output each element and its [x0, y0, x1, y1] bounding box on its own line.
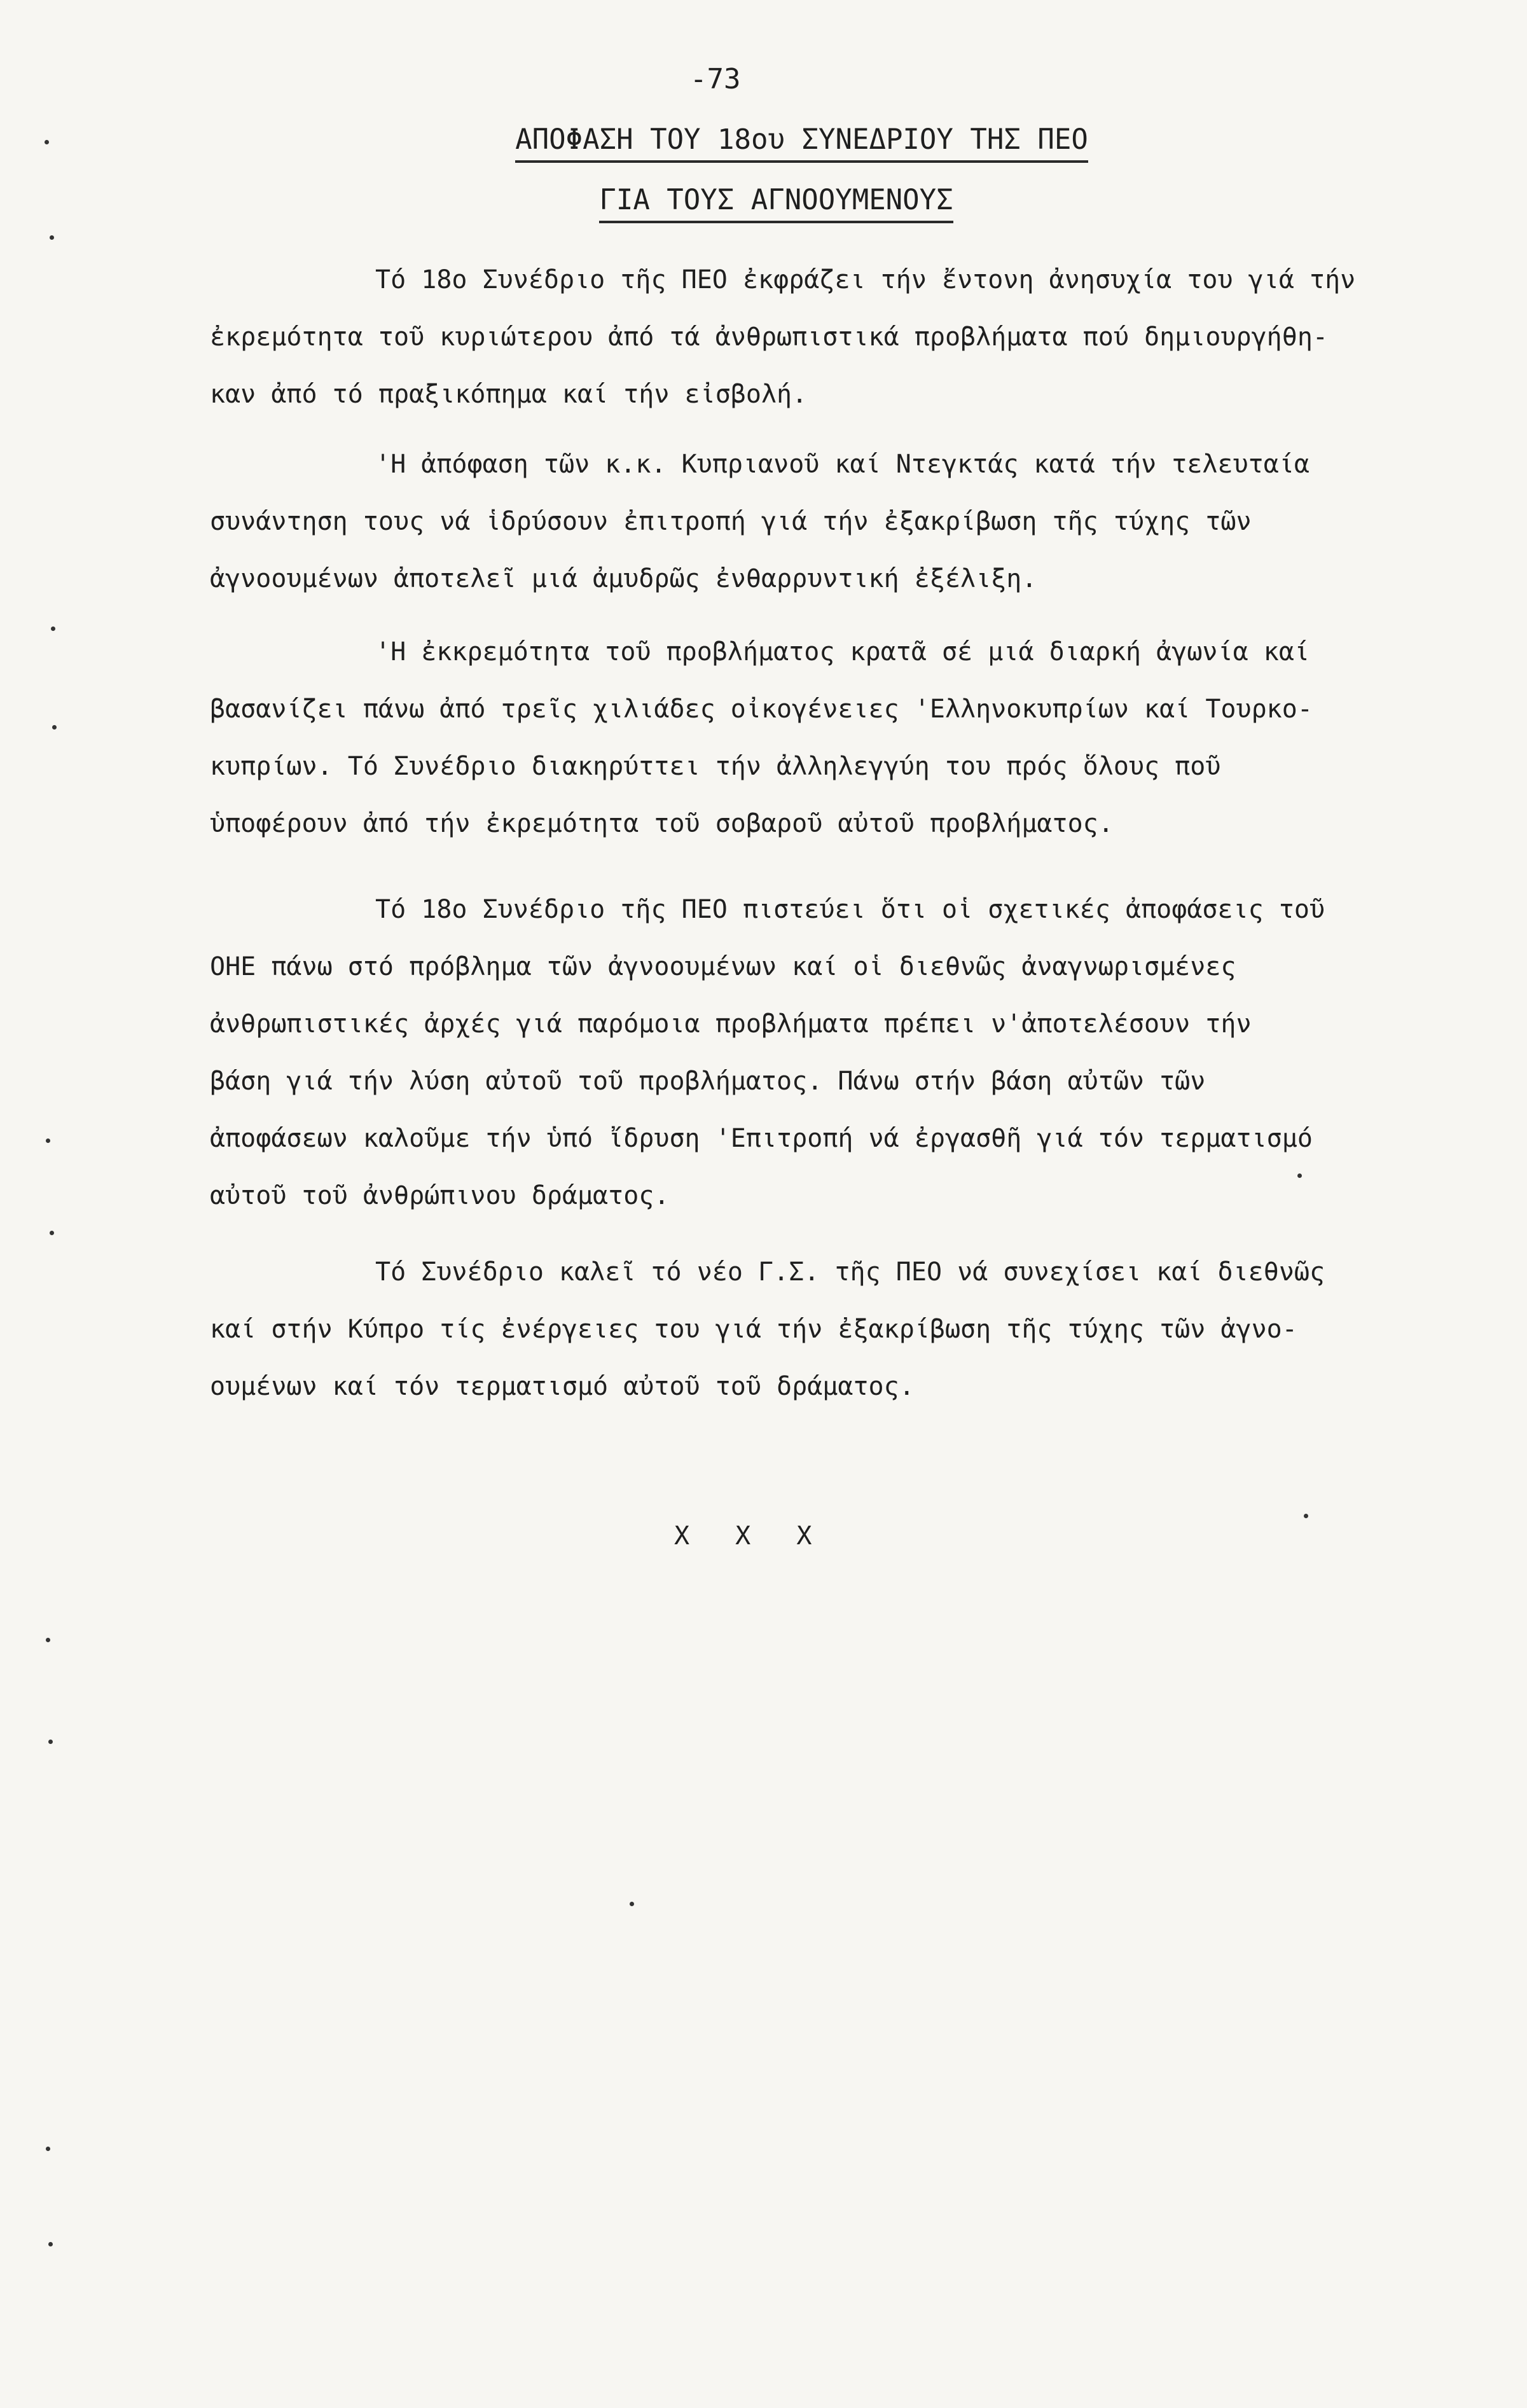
paragraph-line: αὐτοῦ τοῦ ἀνθρώπινου δράματος.	[210, 1181, 670, 1210]
paragraph-4	[210, 881, 1386, 1224]
paragraph-line: ἀνθρωπιστικές ἀρχές γιά παρόμοια προβλήματα πρέπει ν'ἀποτελέσουν τήν	[210, 1009, 1252, 1039]
scan-speck	[48, 2242, 53, 2246]
paragraph-line: Τό 18ο Συνέδριο τῆς ΠΕΟ ἐκφράζει τήν ἔντονη ἀνησυχία του γιά τήν	[375, 265, 1356, 294]
paragraph-line: ἀγνοουμένων ἀποτελεῖ μιά ἀμυδρῶς ἐνθαρρυντική ἐξέλιξη.	[210, 564, 1037, 593]
title-line-1-text: ΑΠΟΦΑΣΗ ΤΟΥ 18ου ΣΥΝΕΔΡΙΟΥ ΤΗΣ ΠΕΟ	[515, 121, 1088, 163]
scan-speck	[1297, 1173, 1302, 1178]
title-line-1	[0, 121, 1527, 163]
scan-speck	[50, 235, 54, 240]
paragraph-line: καί στήν Κύπρο τίς ἐνέργειες του γιά τήν ἐξακρίβωση τῆς τύχης τῶν ἀγνο-	[210, 1315, 1297, 1344]
paragraph-line: ουμένων καί τόν τερματισμό αὐτοῦ τοῦ δράματος.	[210, 1372, 915, 1401]
paragraph-1	[210, 251, 1386, 423]
scan-speck	[51, 626, 55, 631]
paragraph-line: ὑποφέρουν ἀπό τήν ἐκρεμότητα τοῦ σοβαροῦ αὐτοῦ προβλήματος.	[210, 809, 1114, 838]
end-mark: X X X	[674, 1521, 827, 1551]
paragraph-line: καν ἀπό τό πραξικόπημα καί τήν εἰσβολή.	[210, 380, 808, 409]
paragraph-5	[210, 1243, 1386, 1415]
scan-speck	[50, 1231, 54, 1235]
paragraph-2	[210, 436, 1386, 607]
paragraph-line: 'Η ἐκκρεμότητα τοῦ προβλήματος κρατᾶ σέ μιά διαρκή ἀγωνία καί	[375, 637, 1310, 667]
page-number: -73	[690, 63, 741, 95]
paragraph-line: ἀποφάσεων καλοῦμε τήν ὑπό ἴδρυση 'Επιτροπή νά ἐργασθῆ γιά τόν τερματισμό	[210, 1124, 1313, 1153]
paragraph-line: κυπρίων. Τό Συνέδριο διακηρύττει τήν ἀλληλεγγύη του πρός ὅλους ποῦ	[210, 752, 1221, 781]
paragraph-line: ΟΗΕ πάνω στό πρόβλημα τῶν ἀγνοουμένων καί οἱ διεθνῶς ἀναγνωρισμένες	[210, 952, 1236, 981]
title-line-2	[0, 181, 1527, 223]
scan-speck	[48, 1740, 53, 1744]
scan-speck	[46, 1138, 50, 1143]
paragraph-line: ἐκρεμότητα τοῦ κυριώτερου ἀπό τά ἀνθρωπιστικά προβλήματα πού δημιουργήθη-	[210, 322, 1328, 352]
paragraph-line: Τό 18ο Συνέδριο τῆς ΠΕΟ πιστεύει ὅτι οἱ σχετικές ἀποφάσεις τοῦ	[375, 895, 1325, 924]
scan-speck	[45, 140, 49, 144]
scan-speck	[46, 2147, 50, 2151]
scan-speck	[46, 1638, 50, 1642]
paragraph-line: συνάντηση τους νά ἱδρύσουν ἐπιτροπή γιά τήν ἐξακρίβωση τῆς τύχης τῶν	[210, 507, 1252, 536]
scan-speck	[1304, 1514, 1308, 1518]
paragraph-line: 'Η ἀπόφαση τῶν κ.κ. Κυπριανοῦ καί Ντεγκτάς κατά τήν τελευταία	[375, 450, 1310, 479]
paragraph-line: Τό Συνέδριο καλεῖ τό νέο Γ.Σ. τῆς ΠΕΟ νά συνεχίσει καί διεθνῶς	[375, 1257, 1325, 1287]
paragraph-line: βάση γιά τήν λύση αὐτοῦ τοῦ προβλήματος. Πάνω στήν βάση αὐτῶν τῶν	[210, 1067, 1206, 1096]
title-line-2-text: ΓΙΑ ΤΟΥΣ ΑΓΝΟΟΥΜΕΝΟΥΣ	[599, 181, 953, 223]
scan-speck	[52, 725, 57, 730]
scan-speck	[630, 1902, 634, 1906]
paragraph-3	[210, 623, 1386, 852]
paragraph-line: βασανίζει πάνω ἀπό τρεῖς χιλιάδες οἰκογένειες 'Ελληνοκυπρίων καί Τουρκο-	[210, 695, 1313, 724]
